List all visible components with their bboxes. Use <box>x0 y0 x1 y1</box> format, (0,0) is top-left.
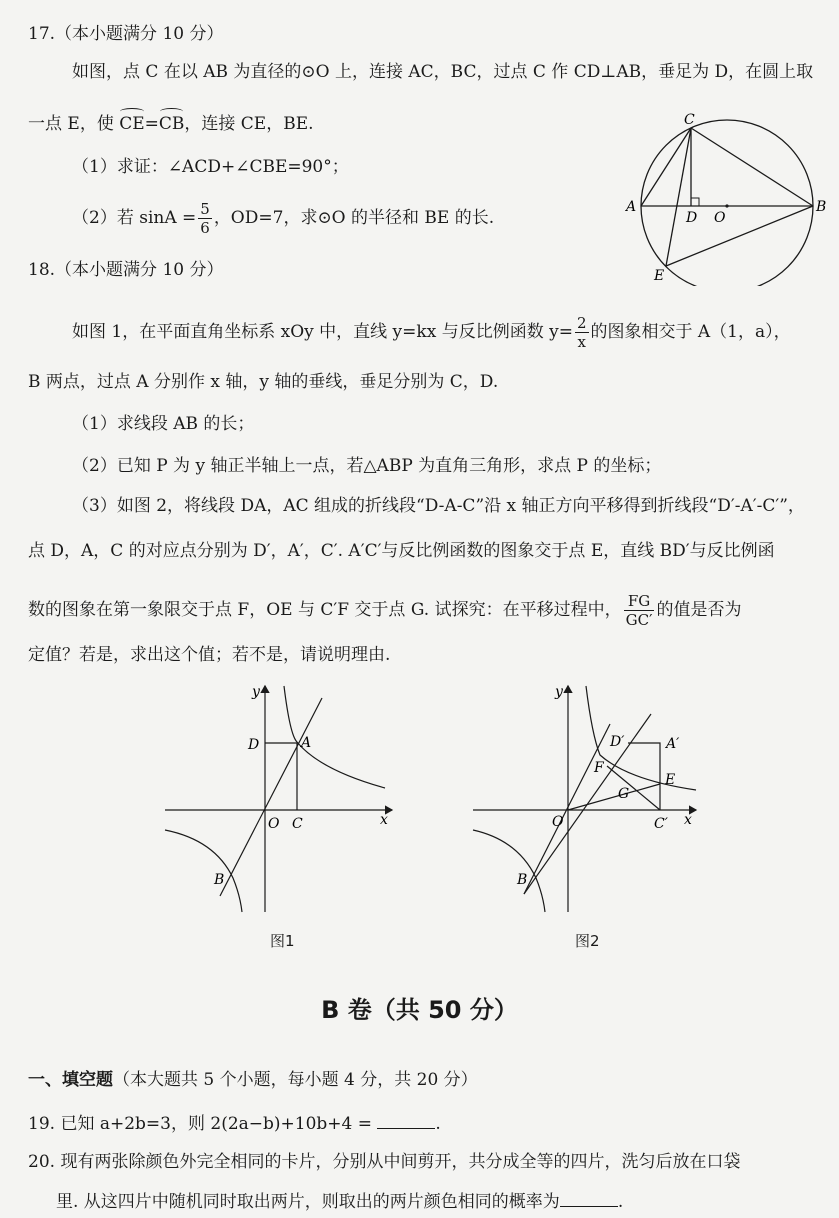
inverse-fraction-den: x <box>577 333 586 351</box>
fig2-label-x: x <box>684 812 692 828</box>
equals-sign: = <box>144 114 159 134</box>
part-one-heading <box>28 1068 478 1092</box>
line-y-kx <box>220 698 322 896</box>
q20-line2 <box>56 1188 623 1214</box>
q18-stem-line1 <box>72 314 791 351</box>
fig1-label-o: O <box>268 816 280 832</box>
arc-ce: CE <box>119 114 145 134</box>
q17-stem-line2 <box>28 112 314 136</box>
q17-circle-figure <box>618 108 830 286</box>
line-ob <box>524 724 610 894</box>
q17-stem-line2-suffix: ，连接 CE，BE. <box>184 114 314 134</box>
label-a: A <box>626 199 637 215</box>
q18-part3-line2: 点 D，A，C 的对应点分别为 D′，A′，C′. A′C′与反比例函数的图象交于点 E，直线 BD′与反比例函 <box>28 541 775 561</box>
right-angle-mark <box>691 198 699 206</box>
q19-answer-blank <box>377 1110 435 1129</box>
part-one-note: （本大题共 5 个小题，每小题 4 分，共 20 分） <box>113 1070 478 1090</box>
label-b: B <box>816 199 827 215</box>
section-b-title: B 卷（共 50 分） <box>321 996 518 1024</box>
fig2-label-o: O <box>552 814 564 830</box>
part-one-label: 一、填空题 <box>28 1070 113 1090</box>
arc-cb: CB <box>158 114 185 134</box>
fig2-label-a-prime: A′ <box>666 736 680 752</box>
q18-part3-line4: 定值？若是，求出这个值；若不是，请说明理由. <box>28 645 391 665</box>
q17-stem-line2-prefix: 一点 E，使 <box>28 114 120 134</box>
fig1-label-y: y <box>252 684 260 700</box>
q20-period: . <box>617 1192 624 1212</box>
hyperbola-branch-1 <box>284 686 385 788</box>
hyperbola-branch-3 <box>473 830 545 912</box>
q18-part3-line3 <box>28 592 741 629</box>
shifted-d-a-c <box>628 743 660 810</box>
q18-figure-1 <box>160 680 400 916</box>
fig2-label-y: y <box>555 684 563 700</box>
fig1-label-c: C <box>292 816 303 832</box>
figure-1-caption: 图1 <box>270 932 295 950</box>
q17-part2-suffix: ，OD=7，求⊙O 的半径和 BE 的长. <box>213 208 495 228</box>
q20-line1: 20. 现有两张除颜色外完全相同的卡片，分别从中间剪开，共分成全等的四片，洗匀后放在口袋 <box>28 1152 741 1172</box>
q20-line2-text: 里. 从这四片中随机同时取出两片，则取出的两片颜色相同的概率为 <box>56 1192 560 1212</box>
fig2-label-g: G <box>618 786 630 802</box>
fg-gc-num: FG <box>624 592 655 611</box>
q17-part2-prefix: （2）若 sinA = <box>72 208 197 228</box>
center-dot <box>725 204 728 207</box>
q18-part2: （2）已知 P 为 y 轴正半轴上一点，若△ABP 为直角三角形，求点 P 的坐标； <box>72 456 662 476</box>
inverse-fraction-num: 2 <box>576 314 587 332</box>
q18-figure-2 <box>468 680 708 916</box>
q19-period: . <box>435 1114 441 1134</box>
q18-stem-line2: B 两点，过点 A 分别作 x 轴，y 轴的垂线，垂足分别为 C，D. <box>28 372 499 392</box>
fig2-label-d-prime: D′ <box>610 734 625 750</box>
q18-header: 18.（本小题满分 10 分） <box>28 260 224 280</box>
q18-part1: （1）求线段 AB 的长； <box>72 414 255 434</box>
sin-fraction <box>198 200 212 237</box>
sin-fraction-den: 6 <box>200 219 210 237</box>
segment-cf <box>607 766 660 810</box>
q18-stem-line1-prefix: 如图 1，在平面直角坐标系 xOy 中，直线 y=kx 与反比例函数 y= <box>72 322 573 342</box>
q19-text: 19. 已知 a+2b=3，则 2(2a−b)+10b+4 = <box>28 1114 373 1134</box>
figure-2-caption: 图2 <box>575 932 600 950</box>
segment-cb <box>691 128 813 206</box>
fig1-label-b: B <box>214 872 225 888</box>
q17-part1: （1）求证：∠ACD+∠CBE=90°； <box>72 157 349 177</box>
fig1-label-d: D <box>248 737 260 753</box>
q17-header: 17.（本小题满分 10 分） <box>28 24 224 44</box>
label-d: D <box>686 210 698 226</box>
fig2-label-b: B <box>517 872 528 888</box>
inverse-fraction <box>575 314 589 351</box>
q18-part3-line3-prefix: 数的图象在第一象限交于点 F，OE 与 C′F 交于点 G. 试探究：在平移过程中， <box>28 600 622 620</box>
label-e: E <box>654 268 665 284</box>
q18-stem-line1-suffix: 的图象相交于 A（1，a）， <box>590 322 791 342</box>
fig2-label-e: E <box>665 772 676 788</box>
q18-part3-line1: （3）如图 2，将线段 DA，AC 组成的折线段“D-A-C”沿 x 轴正方向平移得到折线段“D′-A′-C′”， <box>72 496 805 516</box>
fig2-label-c-prime: C′ <box>654 816 668 832</box>
fig2-label-f: F <box>594 760 604 776</box>
segment-oe <box>568 784 660 810</box>
sin-fraction-num: 5 <box>200 200 210 218</box>
label-c: C <box>684 112 695 128</box>
hyperbola-branch-3 <box>165 830 242 912</box>
fg-gc-fraction <box>624 592 655 629</box>
q17-part2 <box>72 200 494 237</box>
fg-gc-den: GC′ <box>625 611 653 629</box>
q19 <box>28 1110 441 1136</box>
q18-part3-line3-suffix: 的值是否为 <box>656 600 742 620</box>
fig1-label-a: A <box>301 735 312 751</box>
label-o: O <box>714 210 726 226</box>
q20-answer-blank <box>560 1188 618 1207</box>
q17-stem-line1: 如图，点 C 在以 AB 为直径的⊙O 上，连接 AC，BC，过点 C 作 CD⊥AB，垂足为 D，在圆上取 <box>72 62 814 82</box>
fig1-label-x: x <box>380 812 388 828</box>
